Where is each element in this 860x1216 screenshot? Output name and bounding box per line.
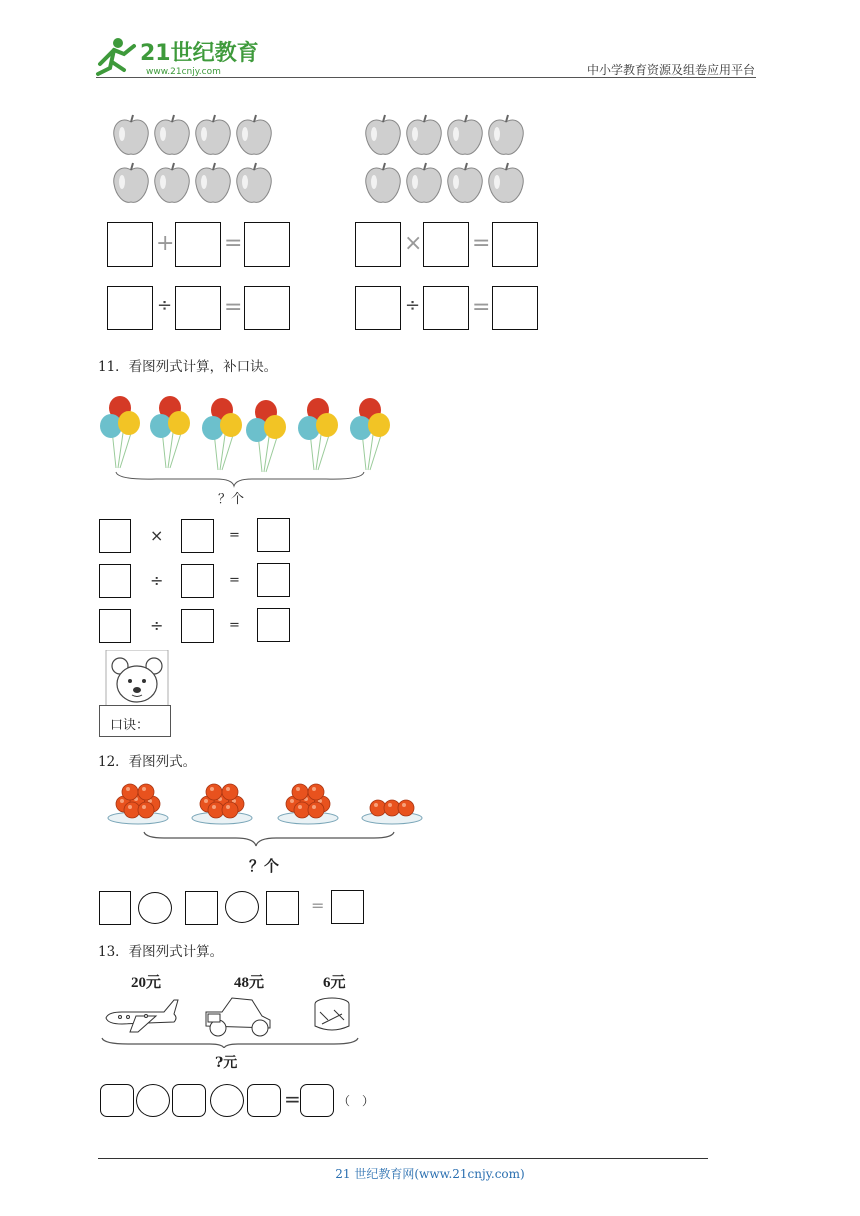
koujue-label: 口诀： bbox=[110, 718, 150, 733]
question-title: 13．看图列式计算。 bbox=[98, 944, 224, 960]
answer-box[interactable] bbox=[100, 1084, 134, 1117]
toy-pictures bbox=[98, 990, 368, 1048]
brace-label: ？个 bbox=[218, 492, 245, 507]
equals-sign: = bbox=[284, 1087, 301, 1111]
logo-url: www.21cnjy.com bbox=[146, 67, 221, 77]
site-logo bbox=[92, 34, 262, 78]
answer-box[interactable] bbox=[300, 1084, 334, 1117]
question-title: 11．看图列式计算，补口诀。 bbox=[98, 359, 278, 375]
answer-box[interactable] bbox=[181, 609, 214, 643]
toy-drum-icon bbox=[315, 998, 349, 1030]
answer-box[interactable] bbox=[257, 563, 290, 597]
answer-box[interactable] bbox=[244, 222, 290, 267]
brace bbox=[144, 832, 394, 846]
footer-text[interactable]: 21 世纪教育网(www.21cnjy.com) bbox=[335, 1167, 525, 1181]
runner-logo-icon bbox=[98, 38, 134, 74]
answer-box[interactable] bbox=[492, 222, 538, 267]
balloon-bunches bbox=[96, 392, 396, 502]
answer-box[interactable] bbox=[185, 891, 218, 925]
equals-sign: = bbox=[229, 573, 240, 588]
answer-box[interactable] bbox=[257, 608, 290, 642]
answer-box[interactable] bbox=[172, 1084, 206, 1117]
unit-parentheses[interactable]: （ ） bbox=[338, 1094, 375, 1108]
equals-sign: = bbox=[311, 896, 325, 915]
answer-box[interactable] bbox=[244, 286, 290, 330]
divide-sign: ÷ bbox=[150, 616, 164, 635]
answer-box[interactable] bbox=[175, 286, 221, 330]
question-title: 12．看图列式。 bbox=[98, 754, 197, 770]
times-sign: × bbox=[404, 231, 423, 256]
divide-sign: ÷ bbox=[405, 295, 421, 316]
brace-label: ？个 bbox=[249, 857, 280, 875]
answer-box[interactable] bbox=[107, 286, 153, 330]
times-sign: × bbox=[150, 526, 164, 545]
divide-sign: ÷ bbox=[157, 295, 173, 316]
answer-box[interactable] bbox=[247, 1084, 281, 1117]
equals-sign: = bbox=[472, 231, 491, 256]
answer-box[interactable] bbox=[331, 890, 364, 924]
answer-box[interactable] bbox=[423, 222, 469, 267]
answer-box[interactable] bbox=[181, 519, 214, 553]
answer-box[interactable] bbox=[492, 286, 538, 330]
answer-box[interactable] bbox=[423, 286, 469, 330]
operator-circle[interactable] bbox=[136, 1084, 170, 1117]
operator-circle[interactable] bbox=[210, 1084, 244, 1117]
divide-sign: ÷ bbox=[150, 571, 164, 590]
price-airplane: 20元 bbox=[131, 975, 162, 991]
brace-label: ?元 bbox=[215, 1055, 238, 1071]
platform-name: 中小学教育资源及组卷应用平台 bbox=[586, 63, 755, 77]
answer-box[interactable] bbox=[266, 891, 299, 925]
brace bbox=[102, 1038, 358, 1048]
answer-box[interactable] bbox=[99, 609, 131, 643]
footer-rule bbox=[98, 1158, 708, 1159]
equals-sign: = bbox=[472, 295, 491, 320]
operator-circle[interactable] bbox=[225, 891, 259, 923]
logo-text: 21世纪教育 bbox=[140, 41, 259, 66]
bear-icon bbox=[104, 650, 170, 706]
equals-sign: = bbox=[224, 231, 243, 256]
answer-box[interactable] bbox=[107, 222, 153, 267]
equals-sign: = bbox=[224, 295, 243, 320]
operator-circle[interactable] bbox=[138, 892, 172, 924]
header-rule bbox=[96, 77, 756, 78]
answer-box[interactable] bbox=[175, 222, 221, 267]
answer-box[interactable] bbox=[257, 518, 290, 552]
toy-car-icon bbox=[206, 998, 270, 1036]
price-drum: 6元 bbox=[323, 975, 346, 991]
answer-box[interactable] bbox=[355, 222, 401, 267]
answer-box[interactable] bbox=[181, 564, 214, 598]
answer-box[interactable] bbox=[99, 519, 131, 553]
equals-sign: = bbox=[229, 618, 240, 633]
price-car: 48元 bbox=[234, 975, 265, 991]
airplane-icon bbox=[106, 1000, 178, 1032]
answer-box[interactable] bbox=[99, 891, 131, 925]
answer-box[interactable] bbox=[355, 286, 401, 330]
equals-sign: = bbox=[229, 528, 240, 543]
apple-group-right bbox=[360, 112, 536, 212]
brace bbox=[116, 472, 364, 486]
plus-sign: + bbox=[156, 231, 175, 256]
koujue-box[interactable] bbox=[99, 705, 171, 737]
answer-box[interactable] bbox=[99, 564, 131, 598]
orange-plates bbox=[104, 782, 428, 856]
apple-group-left bbox=[108, 112, 284, 212]
